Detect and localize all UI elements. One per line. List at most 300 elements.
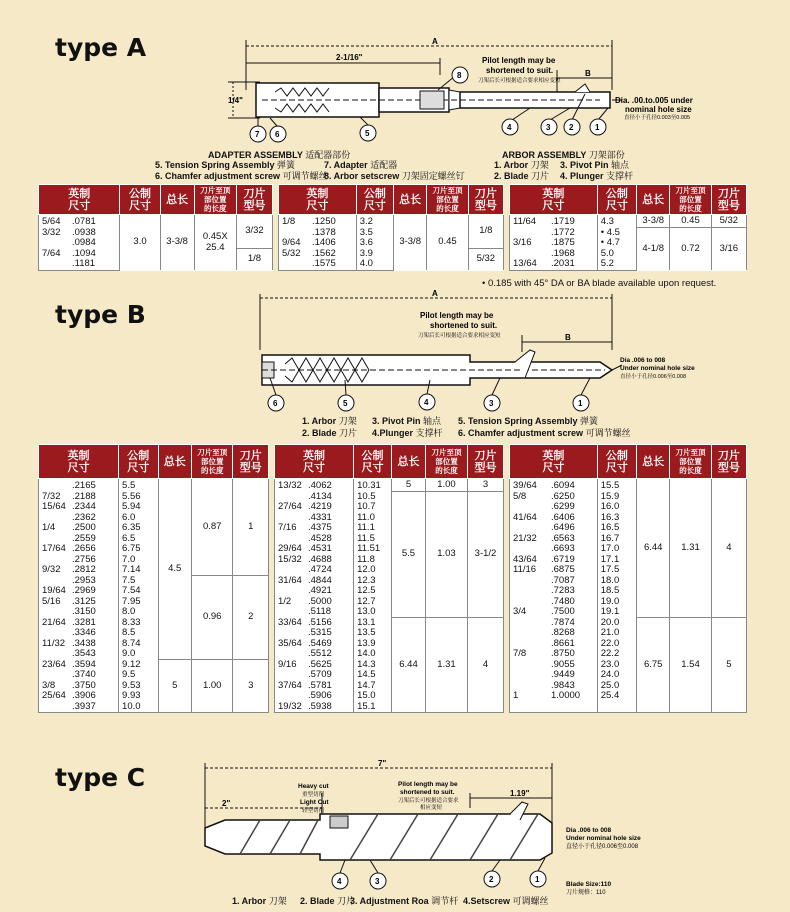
- header-blade: 刀片 型号: [711, 185, 746, 215]
- adapter-item-6: 6. Chamfer adjustment screw 可调节螺丝: [155, 171, 328, 181]
- depth-cell: 1.00: [425, 479, 467, 492]
- table-row: .5315: [275, 628, 354, 639]
- metric-cell: 9.93: [119, 691, 159, 702]
- metric-cell: 21.0: [597, 628, 636, 639]
- table-row: .3150: [39, 607, 119, 618]
- table-row: .1575: [279, 259, 357, 270]
- metric-cell: 6.35: [119, 523, 159, 534]
- table-row: .0984: [39, 238, 120, 249]
- typeb-item-4: 4.Plunger 支撑杆: [372, 428, 443, 438]
- metric-cell: 7.14: [119, 565, 159, 576]
- blade-size: Blade Size:110: [566, 881, 612, 888]
- header-blade: 刀片 型号: [468, 185, 503, 215]
- dim-b: B: [565, 333, 571, 342]
- metric-cell: 16.3: [597, 513, 636, 524]
- table-row: 1/4 .2500: [39, 523, 119, 534]
- header-metric: 公制 尺寸: [354, 445, 392, 479]
- table-row: 13/32 .4062: [275, 479, 354, 492]
- metric-cell: 22.0: [597, 639, 636, 650]
- dim-quarter: 1/4": [228, 96, 243, 105]
- blade-cell: 1/8: [236, 249, 272, 271]
- depth-cell: 1.31: [425, 618, 467, 713]
- metric-cell: 10.0: [119, 702, 159, 713]
- table-row: .9055: [510, 660, 598, 671]
- table-row: 3/32 .0938: [39, 228, 120, 239]
- blade-size-zh: 刀片规格：110: [566, 890, 606, 896]
- header-total: 总长: [160, 185, 194, 215]
- metric-cell: 14.3: [354, 660, 392, 671]
- type-c-heading: type C: [55, 763, 146, 792]
- metric-cell: [597, 702, 636, 713]
- table-row: 5/16 .3125: [39, 597, 119, 608]
- table-row: 1/2 .5000: [275, 597, 354, 608]
- metric-cell: 20.0: [597, 618, 636, 629]
- metric-cell: 12.3: [354, 576, 392, 587]
- callout-6: 6: [275, 130, 280, 139]
- table-row: 21/64 .3281: [39, 618, 119, 629]
- total-cell: 3-3/8: [160, 215, 194, 271]
- dim-len: 1.19": [510, 789, 530, 798]
- arbor-item-1: 1. Arbor 刀架: [494, 160, 549, 170]
- table-row: .1968: [510, 249, 598, 260]
- table-row: 11/64 .1719: [510, 215, 598, 228]
- table-row: .2559: [39, 534, 119, 545]
- metric-cell: • 4.7: [597, 238, 636, 249]
- table-row: 11/32 .3438: [39, 639, 119, 650]
- metric-cell: 16.0: [597, 502, 636, 513]
- table-row: 9/16 .5625: [275, 660, 354, 671]
- table-row: .9449: [510, 670, 598, 681]
- arbor-item-3: 3. Pivot Pin 轴点: [560, 160, 630, 170]
- header-depth: 刀片至顶 部位置 的长度: [670, 185, 711, 215]
- type-c-drawing: [0, 758, 790, 908]
- pilot-note-2: shortened to suit.: [486, 66, 554, 75]
- metric-cell: 10.31: [354, 479, 392, 492]
- metric-cell: 3.9: [356, 249, 393, 260]
- callout-5: 5: [365, 129, 370, 138]
- header-blade: 刀片 型号: [233, 445, 269, 479]
- dia-note-2: Under nominal hole size: [620, 365, 695, 372]
- type-b-table-2: [274, 444, 504, 713]
- metric-cell: 6.5: [119, 534, 159, 545]
- total-cell: 4.5: [158, 479, 191, 660]
- metric-cell: 12.7: [354, 597, 392, 608]
- table-row: 15/32 .4688: [275, 555, 354, 566]
- metric-cell: 22.2: [597, 649, 636, 660]
- header-total: 总长: [392, 445, 426, 479]
- dia-note-zh: 直径小于孔径0.003至0.005: [624, 115, 691, 121]
- type-a-table-3: [509, 184, 747, 271]
- typeb-item-3: 3. Pivot Pin 轴点: [372, 416, 442, 426]
- metric-cell: 4.3: [597, 215, 636, 228]
- table-row: 41/64 .6406: [510, 513, 598, 524]
- header-inch: 英制 尺寸: [39, 445, 119, 479]
- header-blade: 刀片 型号: [236, 185, 272, 215]
- table-row: .2165: [39, 479, 119, 492]
- table-row: .5118: [275, 607, 354, 618]
- depth-cell: 0.45X 25.4: [194, 215, 236, 271]
- table-row: 25/64 .3906: [39, 691, 119, 702]
- callout-1: 1: [535, 875, 540, 884]
- table-row: .4724: [275, 565, 354, 576]
- metric-cell: 13.9: [354, 639, 392, 650]
- header-inch: 英制 尺寸: [275, 445, 354, 479]
- total-cell: 3-3/8: [637, 215, 670, 228]
- table-row: 31/64 .4844: [275, 576, 354, 587]
- metric-cell: 5.0: [597, 249, 636, 260]
- metric-cell: 7.0: [119, 555, 159, 566]
- metric-cell: 11.0: [354, 513, 392, 524]
- type-a-table-1: [38, 184, 273, 271]
- type-a-heading: type A: [55, 33, 147, 62]
- dim-a: A: [432, 290, 438, 298]
- table-row: .6496: [510, 523, 598, 534]
- table-row: 5/32 .1562: [279, 249, 357, 260]
- callout-4: 4: [507, 123, 512, 132]
- metric-cell: 14.0: [354, 649, 392, 660]
- table-row: .6693: [510, 544, 598, 555]
- table-row: .7087: [510, 576, 598, 587]
- type-b-table-1: [38, 444, 269, 713]
- dia-note-2: nominal hole size: [625, 105, 692, 114]
- typeb-item-1: 1. Arbor 刀架: [302, 416, 357, 426]
- pilot-note-2: shortened to suit.: [430, 321, 498, 330]
- arbor-item-2: 2. Blade 刀片: [494, 171, 550, 181]
- blade-cell: 4: [711, 479, 746, 618]
- metric-cell: 23.0: [597, 660, 636, 671]
- header-depth: 刀片至顶 部位置 的长度: [670, 445, 711, 479]
- metric-cell: 7.5: [119, 576, 159, 587]
- table-row: .5709: [275, 670, 354, 681]
- blade-cell: 5/32: [711, 215, 746, 228]
- table-row: 15/64 .2344: [39, 502, 119, 513]
- pilot-note-zh-2: 相应变短: [420, 805, 443, 811]
- pilot-note-2: shortened to suit.: [400, 789, 455, 796]
- metric-cell: 7.95: [119, 597, 159, 608]
- metric-cell: 19.1: [597, 607, 636, 618]
- metric-cell: 17.0: [597, 544, 636, 555]
- metric-cell: 11.8: [354, 555, 392, 566]
- table-row: 5/64 .0781: [39, 215, 120, 228]
- table-row: .2953: [39, 576, 119, 587]
- table-row: .5906: [275, 691, 354, 702]
- table-row: .1772: [510, 228, 598, 239]
- blade-cell: 3: [233, 660, 269, 713]
- callout-3: 3: [489, 399, 494, 408]
- callout-3: 3: [546, 123, 551, 132]
- metric-cell: 3.5: [356, 228, 393, 239]
- total-cell: 4-1/8: [637, 228, 670, 271]
- callout-4: 4: [337, 877, 342, 886]
- table-row: .8268: [510, 628, 598, 639]
- metric-cell: 6.75: [119, 544, 159, 555]
- callout-3: 3: [375, 877, 380, 886]
- metric-cell: 8.33: [119, 618, 159, 629]
- metric-cell: 24.0: [597, 670, 636, 681]
- depth-cell: 0.72: [670, 228, 711, 271]
- total-cell: 5.5: [392, 492, 426, 618]
- metric-cell: 3.6: [356, 238, 393, 249]
- total-cell: 5: [158, 660, 191, 713]
- metric-cell: 15.1: [354, 702, 392, 713]
- total-cell: 6.44: [392, 618, 426, 713]
- pilot-note: Pilot length may be: [398, 781, 458, 788]
- metric-cell: 3.0: [120, 215, 160, 271]
- blade-cell: 3/16: [711, 228, 746, 271]
- metric-cell: • 4.5: [597, 228, 636, 239]
- metric-cell: 11.51: [354, 544, 392, 555]
- light-cut-zh: 轻型切削: [302, 808, 325, 814]
- table-row: .7480: [510, 597, 598, 608]
- total-cell: 6.75: [637, 618, 670, 713]
- metric-cell: 12.5: [354, 586, 392, 597]
- callout-5: 5: [343, 399, 348, 408]
- metric-cell: 9.12: [119, 660, 159, 671]
- table-row: 29/64 .4531: [275, 544, 354, 555]
- header-blade: 刀片 型号: [468, 445, 504, 479]
- header-depth: 刀片至顶 部位置 的长度: [194, 185, 236, 215]
- type-b-drawing: [0, 290, 790, 435]
- metric-cell: 6.0: [119, 513, 159, 524]
- adapter-item-8: 8. Arbor setscrew 刀架固定螺丝钉: [324, 171, 465, 181]
- metric-cell: 9.53: [119, 681, 159, 692]
- table-row: [510, 702, 598, 713]
- type-a-drawing: [0, 30, 790, 180]
- table-row: .3346: [39, 628, 119, 639]
- depth-cell: 0.87: [191, 479, 233, 576]
- table-row: 19/32 .5938: [275, 702, 354, 713]
- table-row: .1378: [279, 228, 357, 239]
- metric-cell: 13.5: [354, 628, 392, 639]
- table-row: .7874: [510, 618, 598, 629]
- dim-a: A: [432, 37, 438, 46]
- metric-cell: 19.0: [597, 597, 636, 608]
- table-row: 1 1.0000: [510, 691, 598, 702]
- table-row: .2756: [39, 555, 119, 566]
- metric-cell: 10.5: [354, 492, 392, 503]
- table-row: .6299: [510, 502, 598, 513]
- type-a-table-2: [278, 184, 504, 271]
- metric-cell: 5.94: [119, 502, 159, 513]
- pilot-note-zh: 刀架后长可根据适合要求: [398, 798, 459, 804]
- header-total: 总长: [158, 445, 191, 479]
- table-row: .8661: [510, 639, 598, 650]
- header-metric: 公制 尺寸: [356, 185, 393, 215]
- depth-cell: 0.45: [670, 215, 711, 228]
- table-row: 7/8 .8750: [510, 649, 598, 660]
- table-row: 3/16 .1875: [510, 238, 598, 249]
- header-total: 总长: [637, 185, 670, 215]
- arbor-item-4: 4. Plunger 支撑杆: [560, 171, 634, 181]
- header-inch: 英制 尺寸: [510, 185, 598, 215]
- depth-cell: 1.31: [670, 479, 711, 618]
- typeb-item-5: 5. Tension Spring Assembly 弹簧: [458, 416, 599, 426]
- table-row: 23/64 .3594: [39, 660, 119, 671]
- header-total: 总长: [394, 185, 427, 215]
- table-row: .4921: [275, 586, 354, 597]
- metric-cell: 9.5: [119, 670, 159, 681]
- blade-cell: 5/32: [468, 249, 503, 271]
- metric-cell: 4.0: [356, 259, 393, 270]
- header-inch: 英制 尺寸: [510, 445, 598, 479]
- adapter-assembly-title: ADAPTER ASSEMBLY 适配器部份: [208, 150, 351, 160]
- typec-item-4: 4.Setscrew 可调螺丝: [463, 896, 549, 906]
- typeb-item-6: 6. Chamfer adjustment screw 可调节螺丝: [458, 428, 631, 438]
- metric-cell: 16.5: [597, 523, 636, 534]
- table-row: 7/16 .4375: [275, 523, 354, 534]
- blade-cell: 1: [233, 479, 269, 576]
- callout-1: 1: [578, 399, 583, 408]
- table-row: .5512: [275, 649, 354, 660]
- type-b-table-3: [509, 444, 747, 713]
- table-row: 5/8 .6250: [510, 492, 598, 503]
- header-inch: 英制 尺寸: [279, 185, 357, 215]
- table-row: .2362: [39, 513, 119, 524]
- table-row: 35/64 .5469: [275, 639, 354, 650]
- blade-cell: 5: [711, 618, 746, 713]
- metric-cell: 14.7: [354, 681, 392, 692]
- blade-cell: 1/8: [468, 215, 503, 249]
- depth-cell: 0.96: [191, 576, 233, 660]
- header-metric: 公制 尺寸: [119, 445, 159, 479]
- metric-cell: 10.7: [354, 502, 392, 513]
- table-row: 11/16 .6875: [510, 565, 598, 576]
- table-row: 7/64 .1094: [39, 249, 120, 260]
- metric-cell: 7.54: [119, 586, 159, 597]
- table-row: 3/4 .7500: [510, 607, 598, 618]
- table-row: .4528: [275, 534, 354, 545]
- metric-cell: 8.0: [119, 607, 159, 618]
- blade-cell: 3/32: [236, 215, 272, 249]
- dim-seven: 7": [378, 759, 387, 768]
- pilot-note: Pilot length may be: [482, 56, 556, 65]
- heavy-cut-zh: 重型切削: [302, 792, 325, 798]
- heavy-cut: Heavy cut: [298, 783, 329, 790]
- table-row: .4331: [275, 513, 354, 524]
- dim-two: 2": [222, 799, 231, 808]
- table-row: .7283: [510, 586, 598, 597]
- light-cut: Light Cut: [300, 799, 329, 806]
- dia-note-2: Under nominal hole size: [566, 835, 641, 842]
- metric-cell: 15.5: [597, 479, 636, 492]
- dia-note: Dia .006 to 008: [566, 827, 612, 834]
- adapter-item-5: 5. Tension Spring Assembly 弹簧: [155, 160, 296, 170]
- metric-cell: 12.0: [354, 565, 392, 576]
- metric-cell: 11.5: [354, 534, 392, 545]
- callout-7: 7: [255, 130, 260, 139]
- arbor-assembly-title: ARBOR ASSEMBLY 刀架部份: [502, 150, 625, 160]
- metric-cell: 16.7: [597, 534, 636, 545]
- header-metric: 公制 尺寸: [597, 185, 636, 215]
- callout-2: 2: [569, 123, 574, 132]
- metric-cell: 14.5: [354, 670, 392, 681]
- metric-cell: 9.0: [119, 649, 159, 660]
- table-row: .4134: [275, 492, 354, 503]
- header-depth: 刀片至顶 部位置 的长度: [427, 185, 468, 215]
- footnote: • 0.185 with 45° DA or BA blade available upon request.: [482, 278, 717, 289]
- table-row: 17/64 .2656: [39, 544, 119, 555]
- table-row: 21/32 .6563: [510, 534, 598, 545]
- typec-item-2: 2. Blade 刀片: [300, 896, 356, 906]
- callout-4: 4: [424, 398, 429, 407]
- type-b-heading: type B: [55, 300, 146, 329]
- metric-cell: 13.1: [354, 618, 392, 629]
- metric-cell: 11.1: [354, 523, 392, 534]
- callout-1: 1: [595, 123, 600, 132]
- metric-cell: 25.4: [597, 691, 636, 702]
- callout-6: 6: [273, 399, 278, 408]
- total-cell: 3-3/8: [394, 215, 427, 271]
- table-row: 33/64 .5156: [275, 618, 354, 629]
- blade-cell: 2: [233, 576, 269, 660]
- callout-8: 8: [457, 71, 462, 80]
- depth-cell: 0.45: [427, 215, 468, 271]
- metric-cell: 5.5: [119, 479, 159, 492]
- table-row: 39/64 .6094: [510, 479, 598, 492]
- table-row: .1181: [39, 259, 120, 270]
- metric-cell: 18.0: [597, 576, 636, 587]
- dia-note: Dia. .00.to.005 under: [615, 96, 693, 105]
- blade-cell: 4: [468, 618, 504, 713]
- table-row: .3937: [39, 702, 119, 713]
- header-metric: 公制 尺寸: [120, 185, 160, 215]
- metric-cell: 17.5: [597, 565, 636, 576]
- depth-cell: 1.54: [670, 618, 711, 713]
- callout-2: 2: [489, 875, 494, 884]
- metric-cell: 3.2: [356, 215, 393, 228]
- total-cell: 5: [392, 479, 426, 492]
- metric-cell: 5.56: [119, 492, 159, 503]
- header-inch: 英制 尺寸: [39, 185, 120, 215]
- header-blade: 刀片 型号: [711, 445, 746, 479]
- header-total: 总长: [637, 445, 670, 479]
- metric-cell: 18.5: [597, 586, 636, 597]
- metric-cell: 25.0: [597, 681, 636, 692]
- metric-cell: 13.0: [354, 607, 392, 618]
- typec-item-3: 3. Adjustment Roa 调节杆: [350, 896, 459, 906]
- metric-cell: 15.0: [354, 691, 392, 702]
- header-depth: 刀片至顶 部位置 的长度: [191, 445, 233, 479]
- depth-cell: 1.03: [425, 492, 467, 618]
- pilot-note-zh: 刀架后长可根据适合要求相应变短: [418, 333, 501, 339]
- dia-note: Dia .006 to 008: [620, 357, 666, 364]
- dia-note-zh: 直径小于孔径0.006至0.008: [566, 844, 639, 850]
- table-row: 37/64 .5781: [275, 681, 354, 692]
- dia-note-zh: 直径小于孔径0.006至0.008: [620, 374, 687, 380]
- depth-cell: 1.00: [191, 660, 233, 713]
- dim-b: B: [585, 69, 591, 78]
- table-row: .9843: [510, 681, 598, 692]
- metric-cell: 5.2: [597, 259, 636, 270]
- table-row: 9/64 .1406: [279, 238, 357, 249]
- adapter-item-7: 7. Adapter 适配器: [324, 160, 398, 170]
- metric-cell: 15.9: [597, 492, 636, 503]
- table-row: .3740: [39, 670, 119, 681]
- dim-length: 2-1/16": [336, 53, 363, 62]
- metric-cell: 8.5: [119, 628, 159, 639]
- table-row: .3543: [39, 649, 119, 660]
- total-cell: 6.44: [637, 479, 670, 618]
- header-metric: 公制 尺寸: [597, 445, 636, 479]
- pilot-note: Pilot length may be: [420, 311, 494, 320]
- metric-cell: 17.1: [597, 555, 636, 566]
- blade-cell: 3: [468, 479, 504, 492]
- table-row: 3/8 .3750: [39, 681, 119, 692]
- table-row: 9/32 .2812: [39, 565, 119, 576]
- typec-item-1: 1. Arbor 刀架: [232, 896, 287, 906]
- pilot-note-zh: 刀架后长可根据适合要求相应变短: [478, 78, 561, 84]
- table-row: 19/64 .2969: [39, 586, 119, 597]
